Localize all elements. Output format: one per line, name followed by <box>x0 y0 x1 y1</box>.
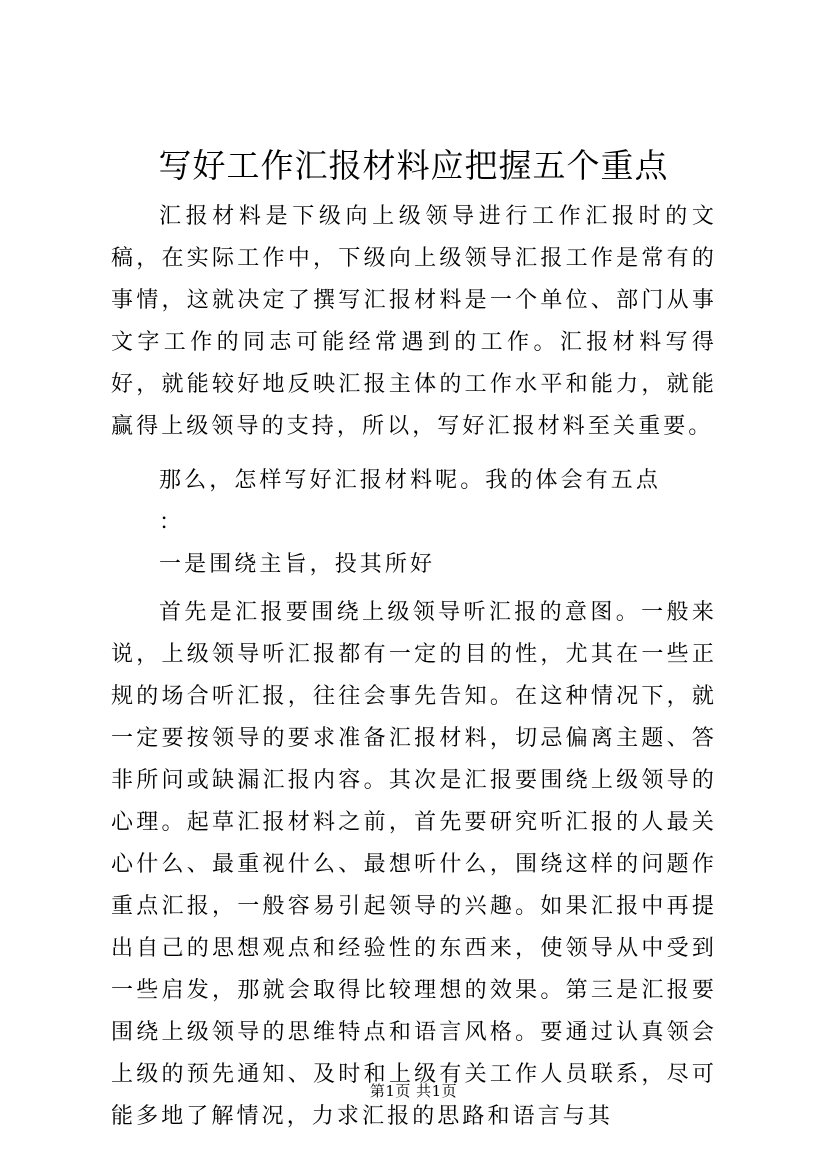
document-title: 写好工作汇报材料应把握五个重点 <box>158 146 669 185</box>
paragraph-section-one: 首先是汇报要围绕上级领导听汇报的意图。一般来说，上级领导听汇报都有一定的目的性，尤其在一些正规的场合听汇报，往往会事先告知。在这种情况下，就一定要按领导的要求准备汇报材料，切忌偏离主题、答非所问或缺漏汇报内容。其次是汇报要围绕上级领导的心理。起草汇报材料之前，首先要研究听汇报的人最关心什么、最重视什么、最想听什么，围绕这样的问题作重点汇报，一般容易引起领导的兴趣。如果汇报中再提出自己的思想观点和经验性的东西来，使领导从中受到一些启发，那就会取得比较理想的效果。第三是汇报要围绕上级领导的思维特点和语言风格。要通过认真领会上级的预先通知、及时和上级有关工作人员联系，尽可能多地了解情况，力求汇报的思路和语言与其 <box>111 600 717 1129</box>
page-footer: 第1页 共1页 <box>369 1082 458 1100</box>
paragraph-question: 那么，怎样写好汇报材料呢。我的体会有五点 <box>159 468 662 493</box>
section-heading-one: 一是围绕主旨，投其所好 <box>159 552 436 577</box>
document-body <box>111 196 717 1138</box>
paragraph-intro: 汇报材料是下级向上级领导进行工作汇报时的文稿，在实际工作中，下级向上级领导汇报工作是常有的事情，这就决定了撰写汇报材料是一个单位、部门从事文字工作的同志可能经常遇到的工作。汇报材料写得好，就能较好地反映汇报主体的工作水平和能力，就能赢得上级领导的支持，所以，写好汇报材料至关重要。 <box>111 204 717 439</box>
paragraph-colon: ： <box>159 510 185 535</box>
